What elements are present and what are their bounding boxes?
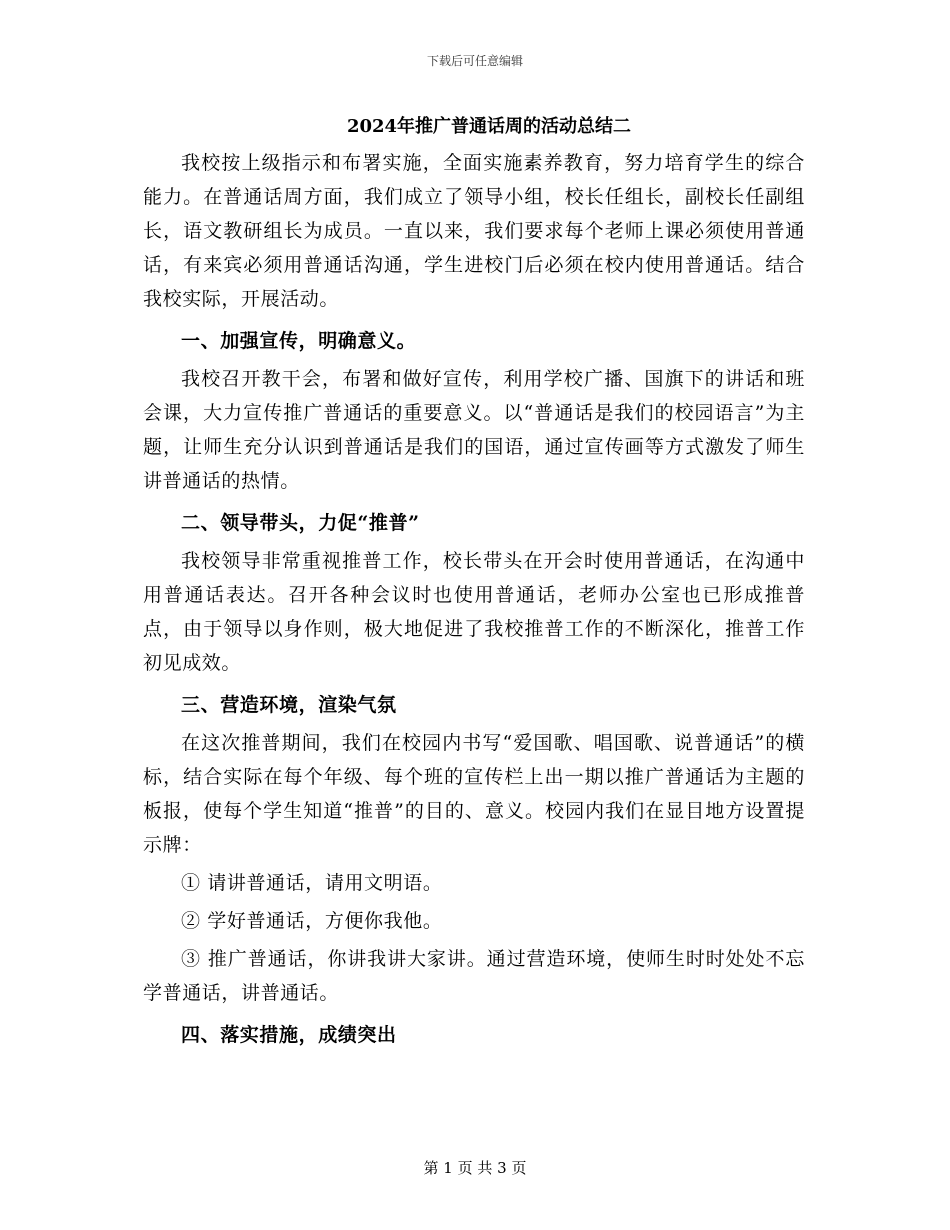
section-heading-4: 四、落实措施，成绩突出 [181,1024,397,1046]
section-3-paragraph: 在这次推普期间，我们在校园内书写“爱国歌、唱国歌、说普通话”的横标，结合实际在每个年级、每个班的宣传栏上出一期以推广普通话为主题的板报，使每个学生知道“推普”的目的、意义。校园内我们在显目地方设置提示牌： [143,732,805,856]
intro-paragraph: 我校按上级指示和布署实施，全面实施素养教育，努力培育学生的综合能力。在普通话周方面，我们成立了领导小组，校长任组长，副校长任副组长，语文教研组长为成员。一直以来，我们要求每个老师上课必须使用普通话，有来宾必须用普通话沟通，学生进校门后必须在校内使用普通话。结合我校实际，开展活动。 [143,152,805,310]
header-note: 下载后可任意编辑 [426,54,523,68]
section-2-paragraph: 我校领导非常重视推普工作，校长带头在开会时使用普通话，在沟通中用普通话表达。召开各种会议时也使用普通话，老师办公室也已形成推普点，由于领导以身作则，极大地促进了我校推普工作的不断深化，推普工作初见成效。 [143,550,805,674]
page-footer: 第 1 页 共 3 页 [423,1159,527,1177]
document-body [143,112,805,1052]
sign-item-2: ② 学好普通话，方便你我他。 [181,910,443,932]
document-title: 2024年推广普通话周的活动总结二 [346,116,632,137]
sign-item-1: ① 请讲普通话，请用文明语。 [181,872,443,894]
section-heading-3: 三、营造环境，渲染气氛 [181,694,397,716]
section-heading-2: 二、领导带头，力促“推普” [181,512,420,534]
section-1-paragraph: 我校召开教干会，布署和做好宣传，利用学校广播、国旗下的讲话和班会课，大力宣传推广普通话的重要意义。以“普通话是我们的校园语言”为主题，让师生充分认识到普通话是我们的国语，通过宣传画等方式激发了师生讲普通话的热情。 [143,368,805,492]
sign-item-3: ③ 推广普通话，你讲我讲大家讲。通过营造环境，使师生时时处处不忘学普通话，讲普通话。 [143,948,805,1004]
section-heading-1: 一、加强宣传，明确意义。 [181,330,417,352]
